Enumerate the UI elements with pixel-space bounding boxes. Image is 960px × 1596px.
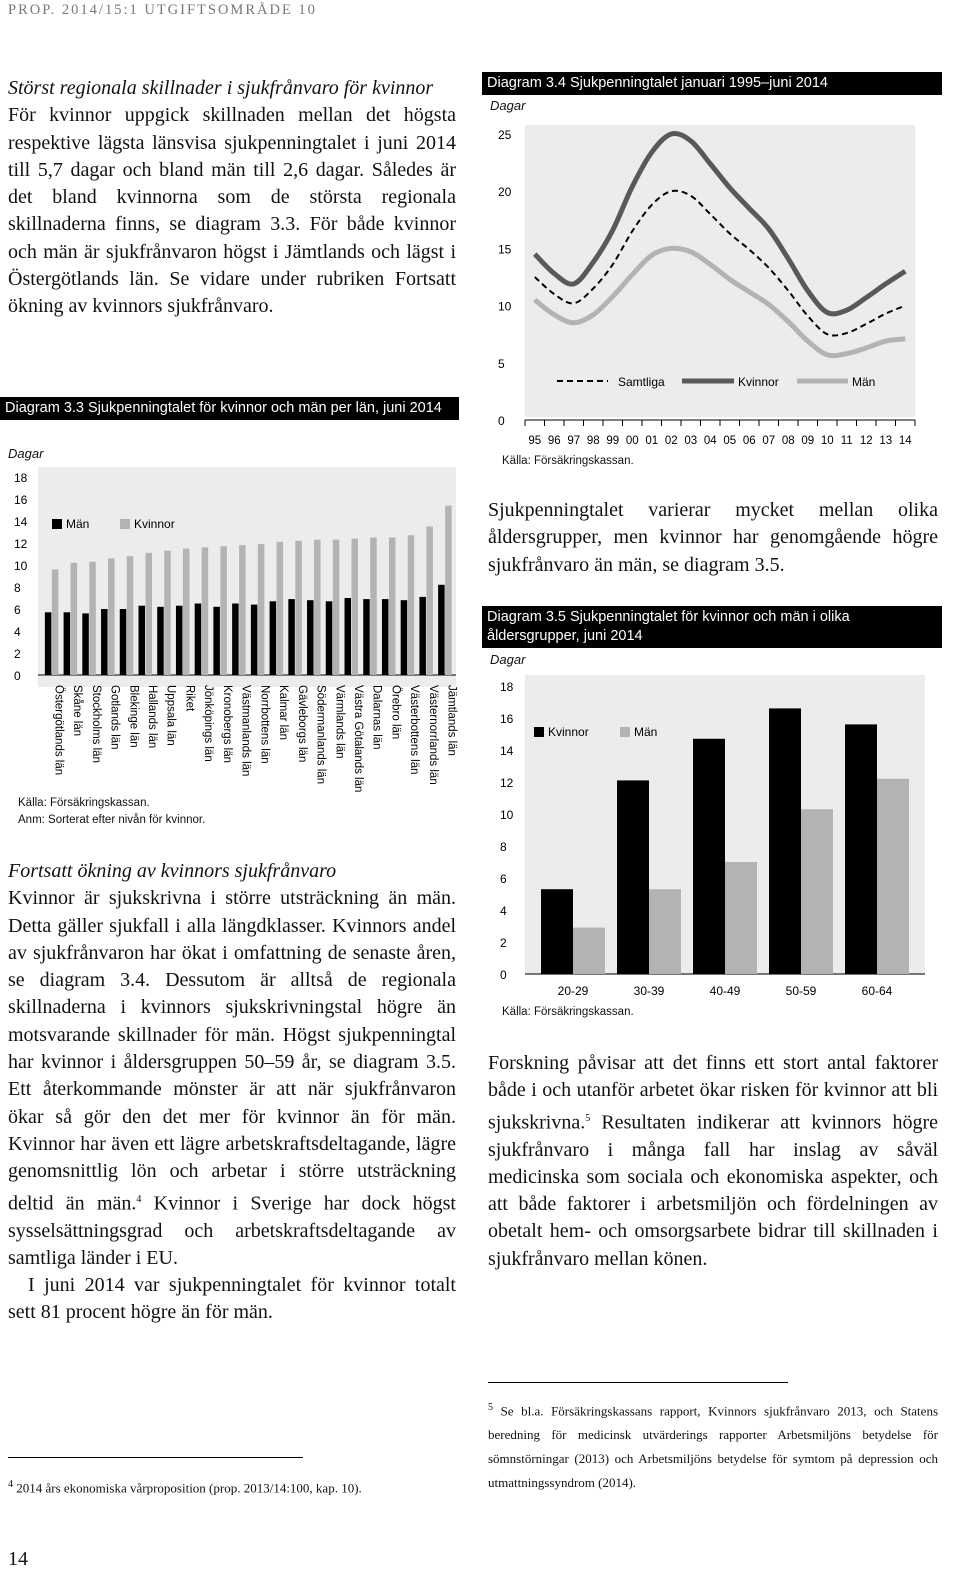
bar-men: [251, 605, 258, 675]
bar-women: [258, 544, 265, 675]
paragraph-text: Resultaten indikerar att kvinnors högre sjukfrånvaro i många fall har inslag av såväl medicinska som sociala och ekonomiska aspekter, och att både faktorer i arbetsmiljön och fördelningen av obetalt hem- och omsorgsarbete bidrar till skillnaden i sjukfrånvaro mellan könen.: [488, 1111, 938, 1270]
footnote-divider: [488, 1382, 788, 1383]
x-tick-label: 10: [820, 435, 834, 447]
bar-women: [146, 553, 153, 675]
y-tick-label: 16: [14, 493, 28, 507]
section-heading: Fortsatt ökning av kvinnors sjukfrånvaro: [8, 860, 337, 882]
x-tick-label: Kalmar län: [277, 685, 290, 740]
x-tick-label: Gävleborgs län: [295, 685, 308, 763]
x-tick-label: 97: [567, 435, 581, 447]
x-tick-label: Västmanlands län: [239, 685, 252, 777]
x-tick-label: 08: [781, 435, 795, 447]
y-tick-label: 16: [500, 712, 514, 726]
x-tick-label: Södermanlands län: [314, 685, 327, 785]
x-tick-label: 98: [586, 435, 600, 447]
diagram-3-4-chart: [482, 118, 942, 453]
diagram-3-4-title: Diagram 3.4 Sjukpenningtalet januari 1995–juni 2014: [482, 72, 942, 95]
x-tick-label: 12: [859, 435, 873, 447]
y-tick-label: 20: [498, 185, 512, 200]
x-tick-label: Blekinge län: [127, 685, 140, 748]
section-heading: Störst regionala skillnader i sjukfrånvaro för kvinnor: [8, 77, 434, 99]
bar-women: [370, 538, 377, 676]
bar-men: [195, 604, 202, 676]
y-tick-label: 18: [500, 680, 514, 694]
legend-swatch-men: [52, 519, 62, 529]
bar-men: [64, 612, 71, 675]
y-tick-label: 15: [498, 242, 512, 257]
bar-women: [389, 538, 396, 676]
x-tick-label: 00: [625, 435, 639, 447]
legend-label-women: Kvinnor: [548, 725, 589, 739]
bar-women: [693, 739, 725, 974]
legend-label-total: Samtliga: [618, 375, 665, 389]
bar-men: [801, 809, 833, 974]
bar-men: [157, 607, 164, 675]
x-tick-label: 60-64: [861, 984, 893, 998]
diagram-3-5-unit: Dagar: [490, 652, 526, 667]
x-tick-label: 50-59: [785, 984, 817, 998]
diagram-3-5-source: Källa: Försäkringskassan.: [502, 1006, 634, 1018]
x-tick-label: 40-49: [709, 984, 741, 998]
bar-women: [314, 540, 321, 675]
x-tick-label: Östergötlands län: [52, 685, 65, 776]
x-tick-label: 03: [684, 435, 698, 447]
bar-women: [426, 527, 433, 676]
legend-label-men: Män: [852, 375, 876, 389]
y-tick-label: 8: [500, 840, 507, 854]
x-tick-label: 96: [547, 435, 561, 447]
y-tick-label: 25: [498, 128, 512, 142]
bar-men: [401, 600, 408, 675]
diagram-3-4-unit: Dagar: [490, 98, 526, 113]
y-tick-label: 2: [14, 647, 21, 661]
y-tick-label: 12: [14, 537, 28, 551]
right-paragraph: Sjukpenningtalet varierar mycket mellan olika åldersgrupper, men kvinnor har genomgående högre sjukfrånvaro än män, se diagram 3.5.: [488, 499, 938, 576]
bar-men: [120, 609, 127, 675]
bar-men: [345, 598, 352, 675]
y-tick-label: 5: [498, 356, 505, 371]
bar-men: [288, 599, 295, 675]
legend-swatch-men: [620, 727, 630, 737]
x-tick-label: 07: [762, 435, 776, 447]
bar-women: [408, 535, 415, 675]
bar-men: [877, 779, 909, 974]
diagram-3-3-note: Anm: Sorterat efter nivån för kvinnor.: [18, 814, 206, 826]
bar-women: [89, 562, 96, 675]
y-tick-label: 12: [500, 776, 514, 790]
bar-women: [239, 545, 246, 675]
bar-men: [573, 928, 605, 974]
bar-women: [617, 780, 649, 974]
y-tick-label: 10: [14, 559, 28, 573]
bar-men: [419, 597, 426, 675]
bar-men: [139, 606, 146, 675]
bar-men: [232, 604, 239, 676]
diagram-3-3-unit: Dagar: [8, 446, 44, 461]
legend-swatch-women: [534, 727, 544, 737]
x-tick-label: 13: [879, 435, 893, 447]
bar-men: [363, 599, 370, 675]
y-tick-label: 8: [14, 581, 21, 595]
diagram-3-4-source: Källa: Försäkringskassan.: [502, 455, 634, 467]
bar-women: [333, 540, 340, 675]
bar-women: [71, 563, 78, 675]
legend-swatch-women: [120, 519, 130, 529]
page-number: 14: [8, 1548, 28, 1570]
x-tick-label: 04: [703, 435, 717, 447]
x-tick-label: Uppsala län: [164, 685, 177, 746]
right-paragraph-2: [488, 1050, 938, 1273]
footnote-text: Se bl.a. Försäkringskassans rapport, Kvinnors sjukfrånvaro 2013, och Statens beredning för medicinsk utvärderings rapporter Arbetsmiljöns betydelse för sömnstörningar (2013) och Arbetsmiljöns betydelse för symtom på depression och utmattningssyndrom (2014).: [488, 1403, 938, 1491]
x-tick-label: Västernorrlands län: [426, 685, 439, 785]
x-tick-label: Skåne län: [71, 685, 84, 737]
bar-men: [213, 607, 220, 675]
section-regional: [8, 75, 456, 321]
bar-men: [438, 585, 445, 675]
x-tick-label: 30-39: [633, 984, 665, 998]
y-tick-label: 6: [14, 603, 21, 617]
x-tick-label: 14: [898, 435, 912, 447]
paragraph-text: Kvinnor är sjukskrivna i större utsträckning än män. Detta gäller sjukfall i alla längdklasser. Kvinnors andel av sjukfrånvaron har ökat i omfattning de senaste åren, se diagram 3.4. Dessutom är alltså de regionala skillnaderna i kvinnors sjukskrivningstal högre än motsvarande skillnader för män. Högst sjukpenningtal har kvinnor i åldersgruppen 50–59 år, se diagram 3.5. Ett återkommande mönster är att när sjukfrånvaron ökar så gör den det mer för kvinnor än för män. Kvinnor har även ett lägre arbetskraftsdeltagande, lägre genomsnittlig lön och arbetar i större utsträckning deltid än män.: [8, 887, 456, 1215]
section-increase: [8, 858, 456, 1327]
diagram-3-3-title: Diagram 3.3 Sjukpenningtalet för kvinnor och män per län, juni 2014: [0, 397, 459, 420]
x-tick-label: Jämtlands län: [445, 685, 458, 756]
bar-men: [82, 613, 89, 675]
x-tick-label: 09: [801, 435, 815, 447]
x-tick-label: Dalarnas län: [370, 685, 383, 750]
bar-women: [202, 547, 209, 675]
y-tick-label: 10: [500, 808, 514, 822]
x-tick-label: Västra Götalands län: [352, 685, 364, 793]
footnote-ref[interactable]: 5: [585, 1112, 591, 1124]
x-tick-label: 20-29: [557, 984, 589, 998]
bar-men: [382, 599, 389, 675]
footnote-divider: [8, 1457, 303, 1458]
y-tick-label: 4: [14, 625, 21, 639]
y-tick-label: 0: [498, 414, 505, 428]
bar-men: [649, 889, 681, 974]
x-tick-label: Hallands län: [146, 685, 158, 749]
bar-women: [541, 889, 573, 974]
paragraph: För kvinnor uppgick skillnaden mellan det högsta respektive lägsta länsvisa sjukpenningtalet i juni 2014 till 5,7 dagar och bland män till 2,6 dagar. Således är det bland kvinnorna som de största regionala skillnaderna finns, se diagram 3.3. För både kvinnor och män är sjukfrånvaron högst i Jämtlands och lägst i Östergötlands län. Se vidare under rubriken Fortsatt ökning av kvinnors sjukfrånvaro.: [8, 104, 456, 318]
diagram-3-5-title: Diagram 3.5 Sjukpenningtalet för kvinnor och män i olika åldersgrupper, juni 2014: [482, 606, 942, 648]
bar-women: [352, 539, 359, 675]
bar-men: [176, 606, 183, 675]
y-tick-label: 18: [14, 471, 28, 485]
bar-women: [769, 708, 801, 974]
footnote-4: [8, 1473, 456, 1500]
x-tick-label: 95: [528, 435, 542, 447]
x-tick-label: Västerbottens län: [408, 685, 421, 775]
x-tick-label: 01: [645, 435, 659, 447]
x-tick-label: Värmlands län: [333, 685, 346, 759]
x-tick-label: Örebro län: [389, 685, 402, 740]
legend-label-men: Män: [66, 517, 90, 531]
bar-women: [52, 569, 59, 675]
legend-label-women: Kvinnor: [738, 375, 779, 389]
y-tick-label: 6: [500, 872, 507, 886]
y-tick-label: 2: [500, 936, 507, 950]
bar-women: [295, 541, 302, 675]
x-tick-label: 99: [606, 435, 620, 447]
bar-men: [270, 601, 277, 675]
x-tick-label: 02: [664, 435, 678, 447]
diagram-3-5-chart: [482, 672, 942, 1007]
x-tick-label: 06: [742, 435, 756, 447]
diagram-3-3-chart: [0, 462, 462, 797]
y-tick-label: 0: [14, 669, 21, 683]
bar-men: [725, 862, 757, 974]
footnote-5: [488, 1396, 938, 1495]
bar-women: [445, 506, 452, 675]
x-tick-label: 11: [840, 435, 853, 447]
footnote-ref[interactable]: 4: [136, 1193, 142, 1205]
legend-label-women: Kvinnor: [134, 517, 175, 531]
footnote-number: 5: [488, 1402, 493, 1413]
x-tick-label: Riket: [183, 685, 196, 712]
diagram-3-3-source: Källa: Försäkringskassan.: [18, 797, 150, 809]
y-tick-label: 0: [500, 968, 507, 982]
bar-women: [108, 558, 115, 675]
paragraph-text: Forskning påvisar att det finns ett stort antal faktorer både i och utanför arbetet ökar risken för kvinnor att bli sjukskrivna.: [488, 1052, 938, 1134]
y-tick-label: 14: [500, 744, 514, 758]
x-tick-label: Gotlands län: [108, 685, 121, 750]
bar-men: [45, 612, 52, 675]
x-tick-label: Kronobergs län: [220, 685, 233, 763]
running-header: PROP. 2014/15:1 UTGIFTSOMRÅDE 10: [8, 2, 317, 18]
bar-men: [101, 609, 108, 675]
y-tick-label: 10: [498, 299, 512, 314]
x-tick-label: Stockholms län: [89, 685, 102, 763]
bar-women: [845, 724, 877, 974]
x-tick-label: Norrbottens län: [258, 685, 271, 764]
bar-women: [277, 542, 284, 675]
bar-men: [307, 600, 314, 675]
paragraph: [8, 885, 456, 1272]
bar-women: [164, 551, 171, 675]
y-tick-label: 14: [14, 515, 28, 529]
paragraph-text: Kvinnor i Sverige har dock högst sysselsättningsgrad och arbetskraftsdeltagande av samtliga länder i EU.: [8, 1192, 456, 1269]
x-tick-label: Jönköpings län: [202, 685, 215, 762]
x-tick-label: 05: [723, 435, 737, 447]
legend-label-men: Män: [634, 725, 658, 739]
bar-women: [183, 549, 190, 676]
bar-men: [326, 601, 333, 675]
footnote-text: 2014 års ekonomiska vårproposition (prop. 2013/14:100, kap. 10).: [16, 1480, 362, 1496]
y-tick-label: 4: [500, 904, 507, 918]
bar-women: [220, 546, 227, 675]
footnote-number: 4: [8, 1479, 13, 1490]
paragraph: I juni 2014 var sjukpenningtalet för kvinnor totalt sett 81 procent högre än för män.: [8, 1274, 456, 1324]
bar-women: [127, 556, 134, 675]
